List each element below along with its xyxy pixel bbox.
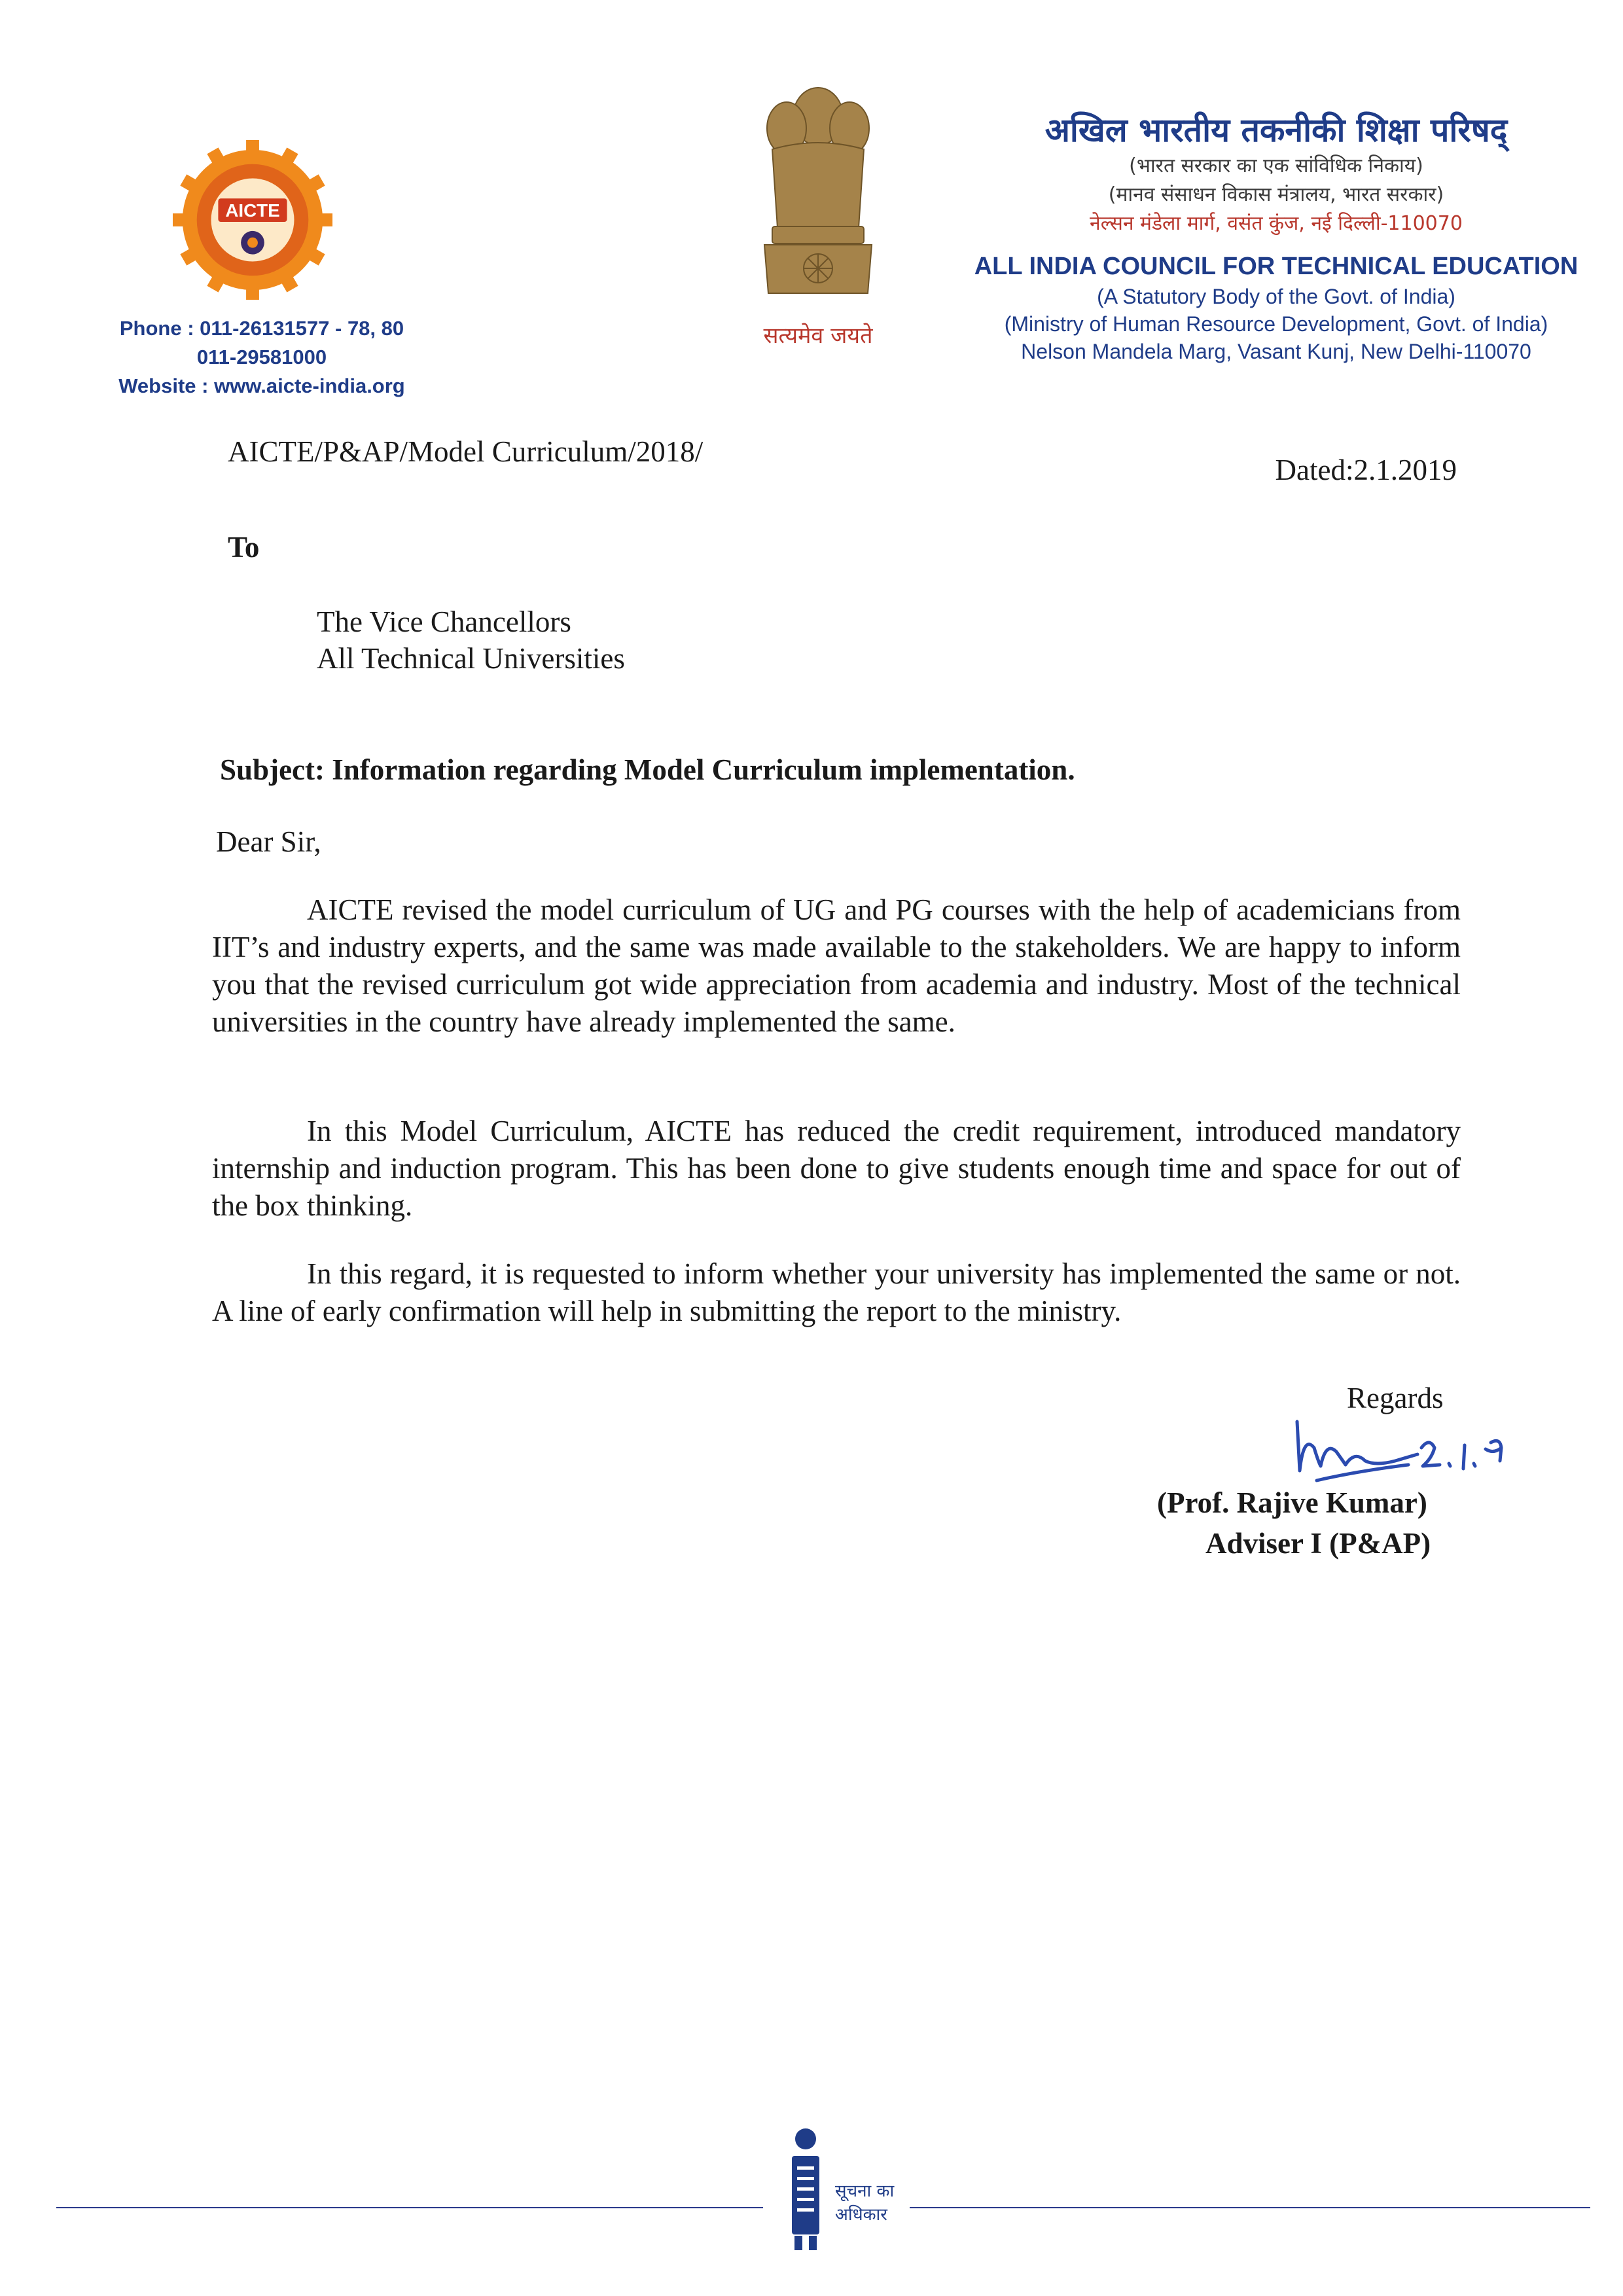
org-hindi-title: अखिल भारतीय तकनीकी शिक्षा परिषद् bbox=[1044, 111, 1508, 149]
org-english-line-1: (A Statutory Body of the Govt. of India) bbox=[1097, 285, 1455, 308]
signatory-title: Adviser I (P&AP) bbox=[1205, 1527, 1431, 1560]
addressee-line-1: The Vice Chancellors bbox=[317, 605, 571, 638]
signatory-name: (Prof. Rajive Kumar) bbox=[1157, 1486, 1427, 1519]
paragraph-1-text: AICTE revised the model curriculum of UG and PG courses with the help of academicians from IIT’s and industry experts, and the same was made available to the stakeholders. We are happy to inform you that the revised curriculum got wide appreciation from academia and industry. Most of the technical universities in the country have already implemented the same. bbox=[212, 893, 1461, 1038]
paragraph-2-text: In this Model Curriculum, AICTE has reduced the credit requirement, introduced mandatory internship and induction program. This has been done to give students enough time and space for out of the box thinking. bbox=[212, 1115, 1461, 1222]
rti-label-line-1: सूचना का bbox=[835, 2181, 895, 2201]
to-label: To bbox=[228, 531, 260, 564]
body-paragraph-3 bbox=[212, 1255, 1461, 1330]
paragraph-3-text: In this regard, it is requested to inform whether your university has implemented the same or not. A line of early confirmation will help in submitting the report to the ministry. bbox=[212, 1257, 1461, 1327]
body-paragraph-1 bbox=[212, 891, 1461, 1041]
org-hindi-line-2: (मानव संसाधन विकास मंत्रालय, भारत सरकार) bbox=[1108, 183, 1444, 206]
website-line: Website : www.aicte-india.org bbox=[118, 374, 405, 397]
org-hindi-line-1: (भारत सरकार का एक सांविधिक निकाय) bbox=[1129, 154, 1423, 177]
phone-line-2: 011-29581000 bbox=[196, 346, 327, 368]
phone-line: Phone : 011-26131577 - 78, 80 bbox=[119, 317, 404, 340]
salutation: Dear Sir, bbox=[216, 825, 321, 858]
letter-date: Dated:2.1.2019 bbox=[1275, 454, 1457, 486]
org-english-title: ALL INDIA COUNCIL FOR TECHNICAL EDUCATION bbox=[974, 253, 1578, 280]
closing: Regards bbox=[1347, 1382, 1444, 1414]
footer-rule-right bbox=[910, 2207, 1590, 2208]
rti-label bbox=[835, 2179, 894, 2227]
subject-line: Subject: Information regarding Model Curriculum implementation. bbox=[220, 753, 1075, 786]
logo-text: AICTE bbox=[225, 200, 280, 221]
addressee-block bbox=[317, 603, 625, 677]
footer-rule-left bbox=[56, 2207, 763, 2208]
addressee-line-2: All Technical Universities bbox=[317, 642, 625, 675]
rti-label-line-2: अधिकार bbox=[835, 2205, 887, 2225]
emblem-motto: सत्यमेव जयते bbox=[763, 323, 873, 349]
org-english-line-2: (Ministry of Human Resource Development, Govt. of India) bbox=[1004, 312, 1548, 336]
national-emblem bbox=[746, 77, 890, 300]
letter-reference: AICTE/P&AP/Model Curriculum/2018/ bbox=[228, 435, 704, 468]
org-english-line-3: Nelson Mandela Marg, Vasant Kunj, New Delhi-110070 bbox=[1021, 340, 1531, 363]
organization-block bbox=[942, 109, 1610, 365]
org-hindi-line-3: नेल्सन मंडेला मार्ग, वसंत कुंज, नई दिल्ली-110070 bbox=[1090, 212, 1463, 235]
rti-person-icon bbox=[783, 2127, 829, 2251]
aicte-logo bbox=[171, 139, 334, 301]
body-paragraph-2 bbox=[212, 1113, 1461, 1225]
contact-block bbox=[92, 314, 432, 401]
